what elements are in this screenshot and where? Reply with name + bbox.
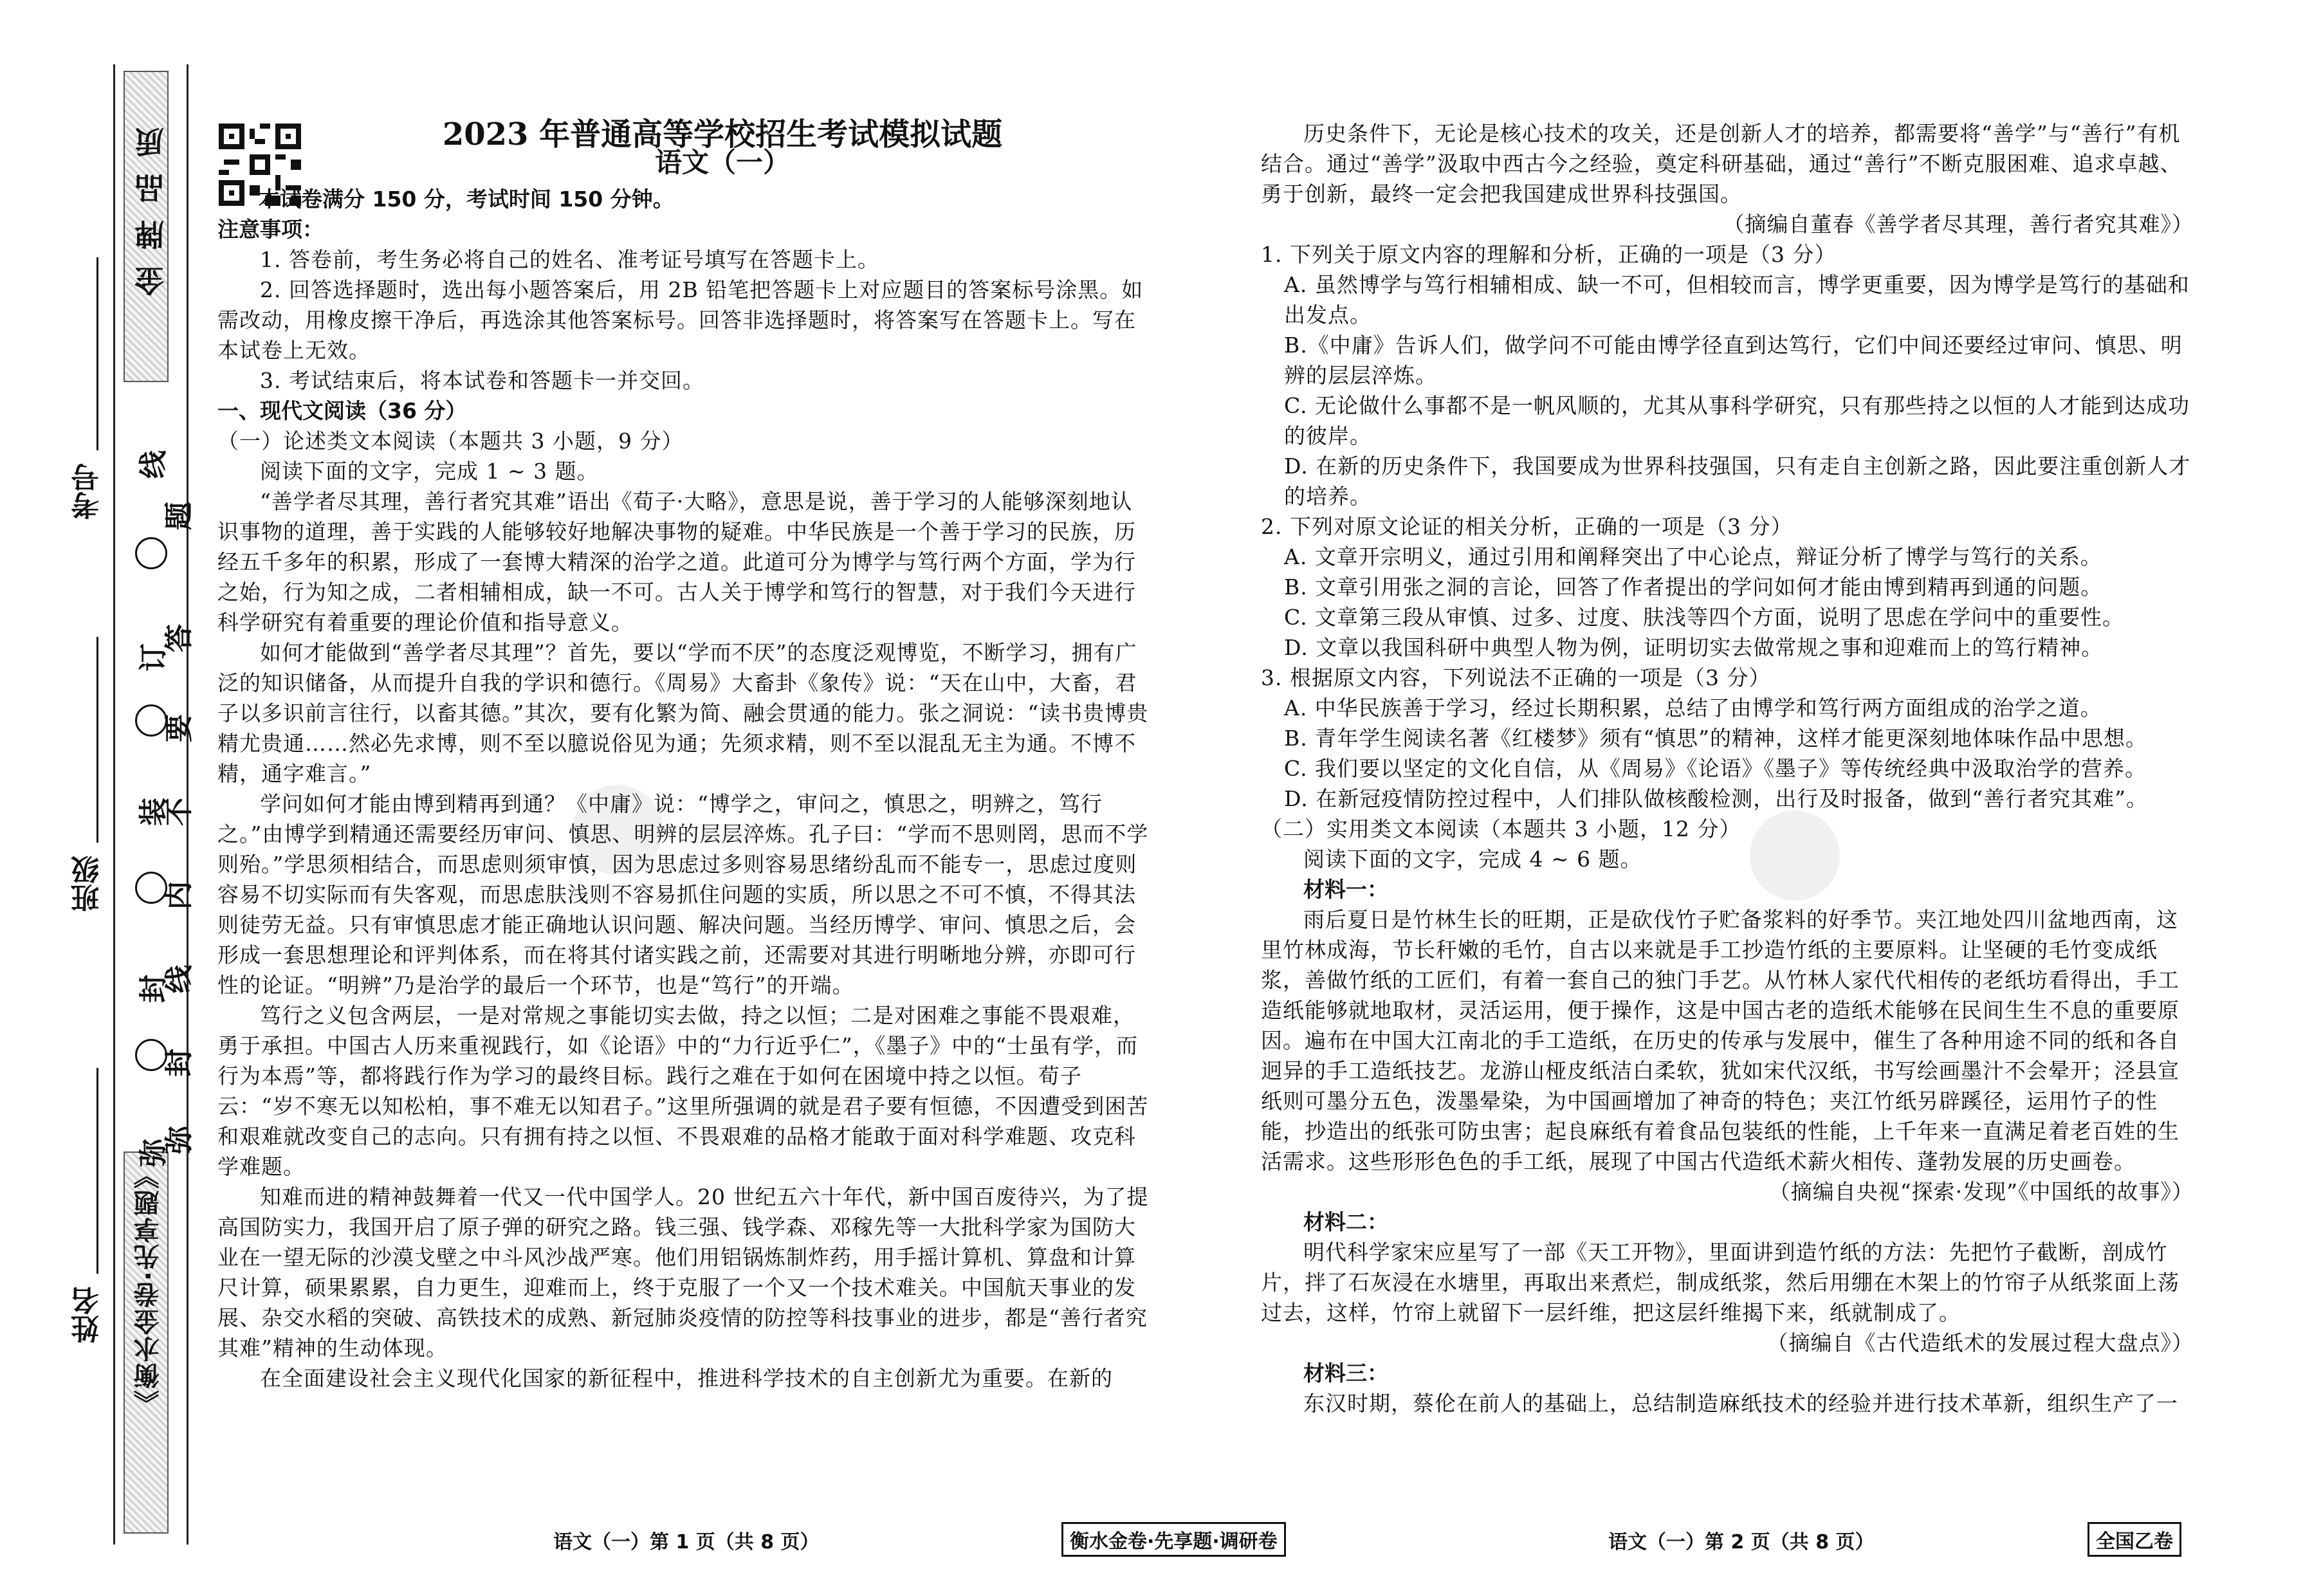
passage-source: （摘编自董春《善学者尽其理，善行者究其难》） [1723, 212, 2194, 237]
question-option: C. 我们要以坚定的文化自信，从《周易》《论语》《墨子》等传统经典中汲取治学的营养。 [1284, 756, 2147, 781]
reading-instruction: 阅读下面的文字，完成 1 ~ 3 题。 [260, 459, 599, 484]
inner-char: 内 [163, 881, 196, 910]
name-label: 姓名 [71, 1287, 104, 1343]
inner-char: 答 [163, 624, 196, 652]
passage-paragraph: 学问如何才能由博到精再到通？《中庸》说：“博学之，审问之，慎思之，明辨之，笃行之。”由博学到精通还需要经历审问、慎思、明辨的层层淬炼。孔子曰：“学而不思则罔，思而不学则殆。”学思须相结合，而思虑则须审慎，因为思虑过多则容易思绪纷乱而不能专一，思虑过度则容易不切实际而有失客观，而思虑肤浅则不容易抓住问题的实质，所以思之不可不慎，不得其法则徒劳无益。只有审慎思虑才能正确地认识问题、解决问题。当经历博学、审问、慎思之后，会形成一套思想理论和评判体系，而在将其付诸实践之前，还需要对其进行明晰地分辨，亦即可行性的论证。“明辨”乃是治学的最后一个环节，也是“笃行”的开端。 [217, 791, 1149, 998]
footer-page-number: 语文（一）第 1 页（共 8 页） [553, 1531, 820, 1554]
inner-char: 弥 [163, 1126, 196, 1154]
notice-item: 1. 答卷前，考生务必将自己的姓名、准考证号填写在答题卡上。 [260, 247, 879, 272]
inner-char: 线 [163, 965, 196, 993]
seal-char: 订 [137, 643, 170, 672]
question-stem: 3. 根据原文内容，下列说法不正确的一项是（3 分） [1261, 665, 1771, 690]
question-option: B.《中庸》告诉人们，做学问不可能由博学径直到达笃行，它们中间还要经过审问、慎思、明辨的层层淬炼。 [1284, 333, 2183, 388]
footer-region: 全国乙卷 [2087, 1522, 2181, 1557]
question-option: C. 无论做什么事都不是一帆风顺的，尤其从事科学研究，只有那些持之以恒的人才能到达成功的彼岸。 [1284, 393, 2190, 448]
series-box: 《衡水金卷·先享题》 [124, 1151, 169, 1534]
name-field[interactable] [96, 1068, 98, 1274]
seal-char: 装 [137, 798, 170, 826]
binding-strip [0, 0, 199, 1596]
passage-source: （摘编自《古代造纸术的发展过程大盘点》） [1766, 1330, 2194, 1355]
question-option: D. 在新的历史条件下，我国要成为世界科技强国，只有走自主创新之路，因此要注重创新人才的培养。 [1284, 454, 2191, 509]
seal-char: 线 [137, 450, 170, 479]
class-label: 班级 [71, 856, 104, 912]
inner-char: 要 [163, 714, 196, 742]
reading-instruction: 阅读下面的文字，完成 4 ~ 6 题。 [1303, 847, 1642, 872]
inner-char: 题 [163, 502, 196, 530]
question-option: A. 文章开宗明义，通过引用和阐释突出了中心论点，辩证分析了博学与笃行的关系。 [1284, 544, 2102, 569]
material-title: 材料一： [1303, 877, 1388, 902]
footer-brand: 衡水金卷·先享题·调研卷 [1061, 1522, 1286, 1557]
question-option: D. 文章以我国科研中典型人物为例，证明切实去做常规之事和迎难而上的笃行精神。 [1284, 635, 2104, 660]
passage-paragraph: 如何才能做到“善学者尽其理”？首先，要以“学而不厌”的态度泛观博览，不断学习，拥有广泛的知识储备，从而提升自我的学识和德行。《周易》大畜卦《象传》说：“天在山中，大畜，君子以多识前言往行，以畜其德。”其次，要有化繁为简、融会贯通的能力。张之洞说：“读书贵博贵精尤贵通……然必先求博，则不至以臆说俗见为通；先须求精，则不至以混乱无主为通。不博不精，通字难言。” [217, 640, 1149, 786]
exam-subtitle: 语文（一） [654, 147, 790, 178]
passage-paragraph: 知难而进的精神鼓舞着一代又一代中国学人。20 世纪五六十年代，新中国百废待兴，为了提高国防实力，我国开启了原子弹的研究之路。钱三强、钱学森、邓稼先等一大批科学家为国防大业在一望无际的沙漠戈壁之中斗风沙战严寒。他们用铝锅炼制炸药，用手摇计算机、算盘和计算尺计算，硕果累累，自力更生，迎难而上，终于克服了一个又一个技术难关。中国航天事业的发展、杂交水稻的突破、高铁技术的成熟、新冠肺炎疫情的防控等科技事业的进步，都是“善行者究其难”精神的生动体现。 [217, 1184, 1149, 1361]
brand-box: 金牌品质 [124, 71, 169, 382]
right-column [1261, 0, 2194, 1418]
footer-page-number: 语文（一）第 2 页（共 8 页） [1608, 1531, 1875, 1554]
score-line: 本试卷满分 150 分，考试时间 150 分钟。 [259, 187, 674, 212]
subsection-heading: （二）实用类文本阅读（本题共 3 小题，12 分） [1261, 816, 1741, 841]
notice-item: 3. 考试结束后，将本试卷和答题卡一并交回。 [260, 368, 704, 393]
exam-title: 2023 年普通高等学校招生考试模拟试题 [442, 116, 1003, 152]
exam-no-field[interactable] [96, 257, 98, 450]
question-option: D. 在新冠疫情防控过程中，人们排队做核酸检测，出行及时报备，做到“善行者究其难”。 [1284, 786, 2149, 811]
material-text: 明代科学家宋应星写了一部《天工开物》，里面讲到造竹纸的方法：先把竹子截断，剖成竹片，拌了石灰浸在水塘里，再取出来煮烂，制成纸浆，然后用绷在木架上的竹帘子从纸浆面上荡过去，这样，竹帘上就留下一层纤维，把这层纤维揭下来，纸就制成了。 [1261, 1240, 2179, 1325]
material-title: 材料三： [1303, 1361, 1388, 1386]
passage-source: （摘编自央视“探索·发现”《中国纸的故事》） [1768, 1179, 2194, 1204]
subsection-heading: （一）论述类文本阅读（本题共 3 小题，9 分） [217, 428, 684, 454]
seal-circle [135, 537, 167, 569]
material-title: 材料二： [1303, 1209, 1388, 1234]
class-field[interactable] [96, 637, 98, 843]
passage-paragraph: 笃行之义包含两层，一是对常规之事能切实去做，持之以恒；二是对困难之事能不畏艰难，勇于承担。中国古人历来重视践行，如《论语》中的“力行近乎仁”，《墨子》中的“士虽有学，而行为本焉”等，都将践行作为学习的最终目标。践行之难在于如何在困境中持之以恒。荀子云：“岁不寒无以知松柏，事不难无以知君子。”这里所强调的就是君子要有恒德，不因遭受到困苦和艰难就改变自己的志向。只有拥有持之以恒、不畏艰难的品格才能敢于面对科学难题、攻克科学难题。 [217, 1003, 1149, 1179]
notice-title: 注意事项： [217, 217, 324, 242]
left-column [217, 0, 1150, 1393]
question-option: B. 青年学生阅读名著《红楼梦》须有“慎思”的精神，这样才能更深刻地体味作品中思想。 [1284, 726, 2147, 751]
material-text: 雨后夏日是竹林生长的旺期，正是砍伐竹子贮备浆料的好季节。夹江地处四川盆地西南，这里竹林成海，节长秆嫩的毛竹，自古以来就是手工抄造竹纸的主要原料。让坚硬的毛竹变成纸浆，善做竹纸的工匠们，有着一套自己的独门手艺。从竹林人家代代相传的老纸坊看得出，手工造纸能够就地取材，灵活运用，便于操作，这是中国古老的造纸术能够在民间生生不息的重要原因。遍布在中国大江南北的手工造纸，在历史的传承与发展中，催生了各种用途不同的纸和各自迥异的手工造纸技艺。龙游山桠皮纸洁白柔软，犹如宋代汉纸，书写绘画墨汁不会晕开；泾县宣纸则可墨分五色，泼墨晕染，为中国画增加了神奇的特色；夹江竹纸另辟蹊径，运用竹子的性能，抄造出的纸张可防虫害；起良麻纸有着食品包装纸的性能，上千年来一直满足着老百姓的生活需求。这些形形色色的手工纸，展现了中国古代造纸术薪火相传、蓬勃发展的历史画卷。 [1261, 907, 2179, 1174]
question-stem: 2. 下列对原文论证的相关分析，正确的一项是（3 分） [1261, 514, 1793, 539]
seal-char: 封 [137, 975, 170, 1003]
notice-item: 2. 回答选择题时，选出每小题答案后，用 2B 铅笔把答题卡上对应题目的答案标号涂黑。如需改动，用橡皮擦干净后，再选涂其他答案标号。回答非选择题时，将答案写在答题卡上。写在本试卷上无效。 [217, 277, 1144, 363]
question-option: A. 中华民族善于学习，经过长期积累，总结了由博学和笃行两方面组成的治学之道。 [1284, 695, 2102, 720]
binding-line-outer [113, 64, 115, 1545]
section-heading: 一、现代文阅读（36 分） [217, 398, 467, 423]
exam-no-label: 考号 [71, 463, 104, 520]
question-option: A. 虽然博学与笃行相辅相成、缺一不可，但相较而言，博学更重要，因为博学是笃行的基础和出发点。 [1284, 272, 2190, 327]
question-option: B. 文章引用张之洞的言论，回答了作者提出的学问如何才能由博到精再到通的问题。 [1284, 574, 2103, 600]
passage-paragraph: “善学者尽其理，善行者究其难”语出《荀子·大略》，意思是说，善于学习的人能够深刻地认识事物的道理，善于实践的人能够较好地解决事物的疑难。中华民族是一个善于学习的民族，历经五千多年的积累，形成了一套博大精深的治学之道。此道可分为博学与笃行两个方面，学为行之始，行为知之成，二者相辅相成，缺一不可。古人关于博学和笃行的智慧，对于我们今天进行科学研究有着重要的理论价值和指导意义。 [217, 489, 1136, 635]
question-stem: 1. 下列关于原文内容的理解和分析，正确的一项是（3 分） [1261, 242, 1837, 267]
question-option: C. 文章第三段从审慎、过多、过度、肤浅等四个方面，说明了思虑在学问中的重要性。 [1284, 605, 2125, 630]
inner-char: 封 [163, 1049, 196, 1077]
inner-char: 不 [163, 798, 196, 826]
material-text: 东汉时期，蔡伦在前人的基础上，总结制造麻纸技术的经验并进行技术革新，组织生产了一 [1303, 1391, 2178, 1416]
passage-paragraph: 在全面建设社会主义现代化国家的新征程中，推进科学技术的自主创新尤为重要。在新的 [260, 1366, 1113, 1391]
passage-continuation: 历史条件下，无论是核心技术的攻关，还是创新人才的培养，都需要将“善学”与“善行”有机结合。通过“善学”汲取中西古今之经验，奠定科研基础，通过“善行”不断克服困难、追求卓越、勇于创新，最终一定会把我国建成世界科技强国。 [1261, 121, 2182, 206]
seal-char: 弥 [137, 1139, 170, 1167]
